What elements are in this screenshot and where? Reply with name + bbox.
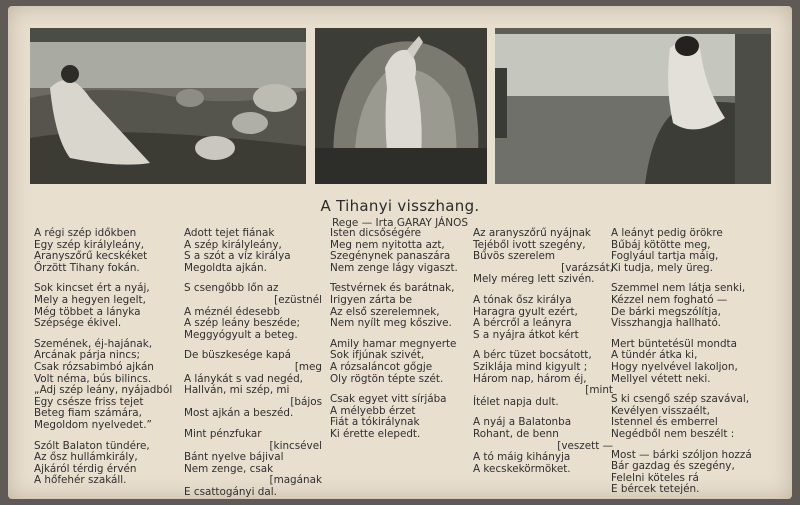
poem-title: A Tihanyi visszhang.	[320, 197, 480, 215]
postcard	[8, 6, 792, 499]
poem-line: Nem nyílt meg kőszive.	[330, 317, 452, 330]
poem-line: Mely méreg lett szivén.	[473, 273, 595, 286]
poem-line: A szép királyleány,	[184, 238, 282, 251]
poem-line: Foglyául tartja máig,	[611, 250, 719, 263]
poem-line: E bércek tetején.	[611, 483, 700, 496]
poem-line: Haragra gyult ezért,	[473, 305, 578, 318]
poem-line: Szegénynek panaszára	[330, 250, 451, 263]
poem-line: Visszhangja hallható.	[611, 317, 721, 330]
poem-line: Fiát a tókirálynak	[330, 416, 420, 429]
photo-woman-lying-with-goats	[30, 28, 306, 184]
poem-line: Hogy nyelvével lakoljon,	[611, 360, 738, 373]
poem-line: Sok ifjúnak szivét,	[330, 349, 425, 362]
poem-line: Az első szerelemnek,	[330, 305, 440, 318]
poem-line: Szemének, éj-hajának,	[34, 337, 153, 350]
poem-line: Szólt Balaton tündére,	[34, 439, 150, 452]
poem-line: Három nap, három éj,	[473, 372, 587, 385]
poem-line: Kevélyen visszaélt,	[611, 404, 710, 417]
poem-line: Mert büntetésül mondta	[611, 337, 737, 350]
poem-line: Megoldta ajkán.	[184, 261, 267, 274]
poem-line: A régi szép időkben	[34, 227, 137, 239]
poem-line: Amily hamar megnyerte	[330, 337, 457, 350]
poem-line: A bércről a leányra	[473, 317, 572, 330]
poem-line: Volt néma, bús bilincs.	[34, 372, 152, 385]
poem-line: Szépsége ékivel.	[34, 317, 122, 330]
poem-column-2	[184, 228, 322, 498]
poem-line: Sziklája mind kigyult ;	[473, 360, 588, 373]
poem-subtitle: Rege — Irta GARAY JÁNOS	[331, 217, 469, 229]
poem-line: Istennel és emberrel	[611, 416, 718, 429]
poem-line: A leányt pedig örökre	[611, 227, 723, 239]
poem-line: Most ajkán a beszéd.	[184, 407, 294, 420]
poem-line: Hallván, mi szép, mi	[184, 384, 290, 397]
poem-line: A tónak ősz királya	[473, 293, 572, 306]
photo-woman-looking-at-lake	[495, 28, 771, 184]
poem-line: Tejéből ivott szegény,	[473, 238, 586, 251]
poem-line: Csak egyet vitt sírjába	[330, 393, 447, 406]
photo-woman-on-rock	[315, 28, 487, 184]
poem-line: Meggyógyult a beteg.	[184, 328, 298, 341]
poem-column-1	[34, 228, 184, 487]
poem-line: S a nyájra átkot kért	[473, 328, 579, 341]
poem-line: Az aranyszőrű nyájnak	[473, 227, 591, 239]
poem-line: Rohant, de benn	[473, 427, 559, 440]
poem-line: Meg nem nyitotta azt,	[330, 238, 445, 251]
poem-line: [varázsát,	[561, 261, 613, 274]
poem-line: [veszett —	[557, 439, 613, 452]
poem-line: Egy szép királyleány,	[34, 238, 145, 251]
poem-line: Szemmel nem látja senki,	[611, 282, 746, 295]
poem-line: Őrzött Tihany fokán.	[34, 261, 140, 274]
poem-column-5	[611, 228, 771, 496]
poem-line: A kecskekörmöket.	[473, 462, 571, 475]
poem-line: S ki csengő szép szavával,	[611, 393, 750, 406]
poem-line: A szép leány beszéde;	[184, 317, 300, 330]
poem-line: Ki tudja, mely üreg.	[611, 261, 713, 274]
poem-line: A bérc tüzet bocsátott,	[473, 349, 592, 362]
poem-line: Az ősz hullámkirály,	[34, 451, 138, 464]
poem-line: A rózsaláncot gőgje	[330, 360, 433, 373]
poem-line: Mely a hegyen legelt,	[34, 293, 146, 306]
poem-line: Bűbáj kötötte meg,	[611, 238, 711, 251]
poem-line: Testvérnek és barátnak,	[330, 282, 455, 295]
poem-line: Csak rózsabimbó ajkán	[34, 360, 154, 373]
poem-line: Beteg fiam számára,	[34, 407, 142, 420]
poem-line: [mint	[585, 384, 613, 397]
poem-line: A tó máig kihányja	[473, 451, 571, 464]
poem-line: A mélyebb érzet	[330, 404, 416, 417]
poem-line: Még többet a lányka	[34, 305, 141, 318]
poem-line: Ítélet napja dult.	[473, 395, 559, 408]
poem-line: S a szót a víz királya	[184, 250, 291, 263]
poem-line: Arcának párja nincs;	[34, 349, 140, 362]
poem-line: A nyáj a Balatonba	[473, 416, 572, 429]
poem-line: [kincsével	[269, 439, 322, 452]
poem-line: E csattogányi dal.	[184, 485, 277, 498]
poem-line: „Adj szép leány, nyájadból	[34, 384, 173, 397]
poem-line: Egy csésze friss tejet	[34, 395, 144, 408]
poem-line: Negédből nem beszélt :	[611, 427, 735, 440]
poem-line: Irigyen zárta be	[330, 293, 413, 306]
poem-line: Felelni köteles rá	[611, 471, 699, 484]
poem-line: [ezüstnél	[274, 293, 322, 306]
poem-line: Nem zenge lágy vigaszt.	[330, 261, 458, 274]
poem-line: Adott tejet fiának	[184, 227, 275, 239]
poem-line: S csengőbb lőn az	[184, 282, 279, 295]
poem-line: [bájos	[290, 395, 322, 408]
poem-line: De büszkesége kapá	[184, 349, 292, 362]
poem-line: Nem zenge, csak	[184, 462, 274, 475]
poem-line: [magának	[269, 474, 322, 487]
poem-column-3	[330, 228, 460, 441]
poem-line: Aranyszőrű kecskéket	[34, 250, 148, 263]
poem-line: Bűvös szerelem	[473, 250, 556, 263]
poem-line: Bár gazdag és szegény,	[611, 460, 735, 473]
poem-column-4	[473, 228, 613, 475]
poem-line: Ki érette elepedt.	[330, 427, 421, 440]
poem-line: Oly rögtön tépte szét.	[330, 372, 444, 385]
poem-line: Isten dicsőségére	[330, 227, 422, 239]
poem-line: Bánt nyelve bájival	[184, 451, 284, 464]
poem-line: De bárki megszólítja,	[611, 305, 721, 318]
poem-line: A méznél édesebb	[184, 305, 280, 318]
poem-line: [meg	[294, 360, 322, 373]
poem-line: Kézzel nem fogható —	[611, 293, 728, 306]
poem-line: Mint pénzfukar	[184, 427, 262, 440]
poem-line: A hőfehér szakáll.	[34, 474, 127, 487]
poem-line: A lánykát s vad negéd,	[184, 372, 303, 385]
poem-line: Mellyel vétett neki.	[611, 372, 711, 385]
poem-line: Most — bárki szóljon hozzá	[611, 448, 752, 461]
poem-line: A tündér átka ki,	[611, 349, 698, 362]
poem-line: Ajkáról térdig érvén	[34, 462, 137, 475]
poem-line: Megoldom nyelvedet.”	[34, 418, 152, 431]
poem-line: Sok kincset ért a nyáj,	[34, 282, 150, 295]
